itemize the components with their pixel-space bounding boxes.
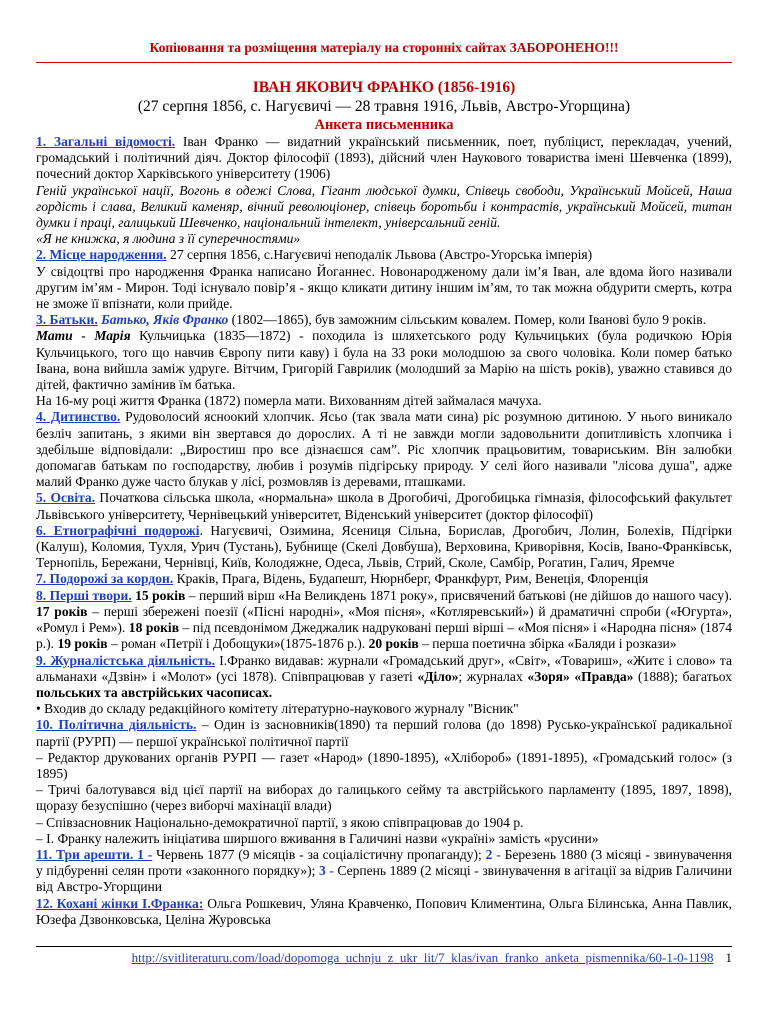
- journalism-dilo: «Діло»: [417, 668, 459, 684]
- first-works-text-1: – перший вірш «На Великдень 1871 року», присвячений батькові (не дійшов до нашого часу).: [185, 587, 732, 603]
- journalism-text-2: ; журналах: [458, 668, 528, 684]
- arrest-2-text: Березень 1880 (3 місяці - звинувачення у підбуренні селян проти «законного порядку»);: [36, 846, 733, 879]
- section-birthplace-text: 27 серпня 1856, с.Нагуєвичі неподалік Львова (Австро-Угорська імперія): [166, 247, 593, 263]
- first-works-text-2: – перші збережені поезії («Пісні народні», «Моя пісня», «Котляревський») й драматичні спроби («Югурта», «Ромул і Рем»).: [36, 603, 732, 636]
- first-works-text-5: – перша поетична збірка «Баляди і розкази»: [418, 636, 677, 652]
- section-general-heading: 1. Загальні відомості.: [36, 134, 176, 149]
- mother-text: Кульчицька (1835—1872) - походила із шляхетського роду Кульчицьких (була родичкою Юрія Кульчицького, того що навчив Європу пити каву) і була на 33 роки молодшою за свого чоловіка. Коли помер батько Івана, вона вийшла заміж удруге. Вітчим, Григорій Гаврилик (молодший за Марію на шість років), уважно ставився до дітей, фактично замінив їм батька.: [36, 328, 732, 393]
- section-childhood-text: Рудоволосий ясноокий хлопчик. Ясьо (так звала мати сина) ріс розумною дитиною. У нього виникало безліч запитань, з якими він звертався до дорослих. А ті не завжди могли задовольнити допитливість хлопчика і здебільше відповідали: „Виростиш про все дізнаєшся сам”. Ріс хлопчик працьовитим, товариським. Він залюбки допомагав батькам по господарству, любив і розумів підгірську природу. У селі його називали "лісова душа", адже малий Франко дуже часто блукав у лісі, розмовляв із деревами, пташками.: [36, 409, 732, 490]
- age-19: 19 років: [54, 636, 108, 652]
- section-parents-text: (1802—1865), був заможним сільським ковалем. Помер, коли Іванові було 9 років.: [228, 312, 707, 328]
- section-childhood-heading: 4. Дитинство.: [36, 409, 121, 425]
- section-foreign-trips-text: Краків, Прага, Відень, Будапешт, Нюрнберг, Франкфурт, Рим, Венеція, Флоренція: [173, 571, 649, 587]
- section-first-works-heading: 8. Перші твори.: [36, 587, 132, 603]
- first-works-text-4: – роман «Петрії і Добощуки»(1875-1876 р.).: [107, 636, 366, 652]
- journalism-polish: польських та австрійських часописах.: [36, 684, 273, 700]
- age-15: 15 років: [131, 587, 186, 603]
- section-foreign-trips-heading: 7. Подорожі за кордон.: [36, 571, 174, 587]
- journalism-zorya-pravda: «Зоря» «Правда»: [527, 668, 634, 684]
- section-heading: Анкета письменника: [314, 117, 454, 133]
- section-loves-text: Ольга Рошкевич, Уляна Кравченко, Попович Климентина, Ольга Білинська, Анна Павлик, Юзефа Дзвонковська, Целіна Журовська: [36, 895, 732, 927]
- section-journalism: [36, 653, 732, 702]
- copy-warning: Копіювання та розміщення матеріалу на сторонніх сайтах ЗАБОРОНЕНО!!!: [149, 40, 619, 55]
- section-general-quote: «Я не книжка, я людина з її суперечностями»: [36, 231, 301, 247]
- section-journalism-heading: 9. Журналістська діяльність.: [36, 652, 216, 668]
- section-birthplace-details: У свідоцтві про народження Франка написано Йоганнес. Новонародженому дали ім’я Іван, але вдома його називали другим ім’ям - Мирон. Тоді існувало повір’я - якщо кликати дитину іншим ім’ям, то так можна обдурити смерть, котра не зможе її впізнати, коли прийде.: [36, 263, 732, 312]
- journalism-text-1: І.Франко видавав: журнали «Громадський друг», «Світ», «Товариш», «Житє і слово» та альманахи «Дзвін» і «Молот» (усі 1878). Співпрацював у газеті: [36, 652, 733, 684]
- mother-label: Мати - Марія: [36, 328, 131, 344]
- section-birthplace: [36, 247, 732, 263]
- arrest-3-text: Серпень 1889 (2 місяці - звинувачення в агітації за відрив Галичини від Австро-Угорщини: [36, 863, 732, 895]
- document-page: [36, 40, 732, 928]
- arrest-2-label: 2 -: [481, 846, 501, 862]
- section-parents-heading: 3. Батьки.: [36, 312, 98, 328]
- section-education-heading: 5. Освіта.: [36, 490, 96, 506]
- section-ethno-trips-text: . Нагуєвичі, Озимина, Ясениця Сільна, Борислав, Дрогобич, Лолин, Болехів, Підгірки (Калуш), Коломия, Тухля, Урич (Тустань), Бубнище (Скелі Довбуша), Верховина, Криворівня, Косів, Івано-Франківськ, Тернопіль, Бережани, Чернівці, Київ, Колодяжне, Одеса, Львів, Стрий, Сколе, Самбір, Рогатин, Галич, Яремче: [36, 522, 732, 571]
- section-parents-mother: [36, 328, 732, 393]
- source-link[interactable]: http://svitliteraturu.com/load/dopomoga_uchnju_z_ukr_lit/7_klas/ivan_franko_anketa_pismennika/60-1-0-1198: [131, 950, 714, 965]
- section-parents-death: На 16-му році життя Франка (1872) померла мати. Вихованням дітей займалася мачуха.: [36, 393, 542, 409]
- age-18: 18 років: [125, 620, 180, 636]
- section-education: [36, 490, 732, 522]
- politics-item: – Редактор друкованих органів РУРП — газет «Народ» (1890-1895), «Хлібороб» (1891-1895), «Громадський голос» (з 1895): [36, 749, 732, 781]
- page-subtitle: (27 серпня 1856, с. Нагуєвичі — 28 травня 1916, Львів, Австро-Угорщина): [137, 98, 631, 115]
- age-20: 20 років: [365, 636, 419, 652]
- section-politics-text: – Один із засновників(1890) та перший голова (до 1898) Русько-української радикальної партії (РУРП) — першої української політичної партії: [36, 717, 732, 749]
- section-politics: [36, 717, 732, 749]
- page-footer: [36, 950, 732, 966]
- section-general: [36, 134, 732, 183]
- section-childhood: [36, 409, 732, 490]
- section-parents: [36, 312, 732, 328]
- section-politics-heading: 10. Політична діяльність.: [36, 717, 197, 733]
- politics-item: – І. Франку належить ініціатива ширшого вживання в Галичині назви «україні» замість «русини»: [36, 830, 599, 846]
- page-number: 1: [725, 950, 732, 965]
- warning-divider: [36, 62, 732, 63]
- journalism-text-3: (1888); багатьох: [633, 668, 733, 684]
- politics-item: – Тричі балотувався від цієї партії на виборах до галицького сейму та австрійського парламенту (1895, 1897, 1898), щоразу безуспішно (через виборчі махінації влади): [36, 782, 732, 814]
- section-journalism-visnyk: • Входив до складу редакційного комітету літературно-наукового журналу "Вісник": [36, 701, 519, 717]
- section-ethno-trips: [36, 523, 732, 572]
- section-loves: [36, 896, 732, 928]
- section-loves-heading: 12. Кохані жінки І.Франка:: [36, 895, 204, 911]
- arrest-1-text: Червень 1877 (9 місяців - за соціалістичну пропаганду);: [152, 846, 482, 862]
- first-works-text-3: – під псевдонімом Джеджалик надруковані перші вірші – «Моя пісня» і «Народна пісня» (1874 р.).: [36, 620, 732, 652]
- document-body: [36, 134, 732, 928]
- section-arrests-heading: 11. Три арешти. 1 -: [36, 846, 153, 862]
- section-ethno-trips-heading: 6. Етнографічні подорожі: [36, 522, 200, 538]
- section-arrests: [36, 847, 732, 896]
- age-17: 17 років: [36, 603, 88, 619]
- arrest-3-label: 3 -: [315, 863, 334, 879]
- politics-item: – Співзасновник Національно-демократичної партії, з якою співпрацював до 1904 р.: [36, 814, 524, 830]
- section-parents-father: Батько, Яків Франко: [97, 312, 229, 328]
- section-birthplace-heading: 2. Місце народження.: [36, 247, 167, 263]
- section-first-works: [36, 588, 732, 653]
- section-general-epithets: Геній української нації, Вогонь в одежі Слова, Гігант людської думки, Співець свободи, Український Мойсей, Наша гордість і слава, Великий каменяр, вічний революціонер, співець боротьби і контрастів, український Мойсей, титан думки і праці, галицький Шевченко, національний інтелект, універсальний геній.: [36, 182, 732, 231]
- section-foreign-trips: [36, 571, 732, 587]
- footer-divider: [36, 946, 732, 947]
- section-education-text: Початкова сільська школа, «нормальна» школа в Дрогобичі, Дрогобицька гімназія, філософський факультет Львівського університету, Чернівецький університет, Віденський університет (доктор філософії): [36, 490, 732, 522]
- section-general-text: Іван Франко — видатний український письменник, поет, публіцист, перекладач, учений, громадський і політичний діяч. Доктор філософії (1893), дійсний член Наукового товариства імені Шевченка (1899), почесний доктор Харківського університету (1906): [36, 134, 733, 182]
- page-title: ІВАН ЯКОВИЧ ФРАНКО (1856-1916): [252, 79, 516, 96]
